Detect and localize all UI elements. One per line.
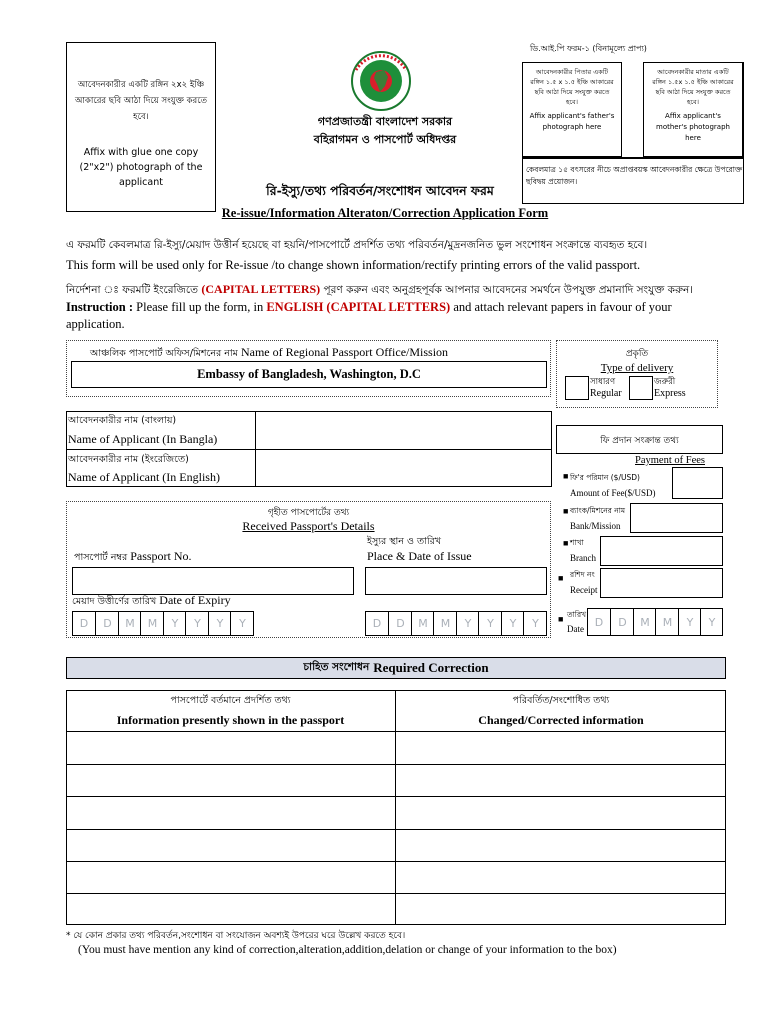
express-label-bn: জরুরী <box>654 377 676 387</box>
correction-new-field[interactable] <box>396 862 725 893</box>
correction-new-field[interactable] <box>396 732 725 764</box>
correction-header-en: Required Correction <box>373 660 489 675</box>
correction-current-field[interactable] <box>67 894 395 924</box>
father-photo-bn: আবেদনকারীর পিতার একটি রঙ্গিন ১.৫ x ১.৫ ইঞ্চি আকারের ছবি আঠা দিয়ে সংযুক্ত করতে হবে। <box>530 68 614 106</box>
govt-emblem <box>346 50 416 112</box>
issue-digit: D <box>372 617 382 630</box>
fees-header-bn: ফি প্রদান সংক্রান্ত তথ্য <box>600 436 679 446</box>
expiry-label-en: Date of Expiry <box>159 593 231 607</box>
regular-label-en: Regular <box>590 388 622 399</box>
express-label <box>654 376 686 400</box>
instruction-bn-post: পূরণ করুন এবং অনুগ্রহপূর্বক আপনার আবেদনের সমর্থনে উপযুক্ত প্রমানাদি সংযুক্ত করুন। <box>320 284 694 296</box>
instruction-caps: (CAPITAL LETTERS) <box>201 282 321 296</box>
express-label-en: Express <box>654 388 686 399</box>
instruction-en <box>66 300 756 315</box>
form-code: ডি.আই.পি ফরম-১ (বিনামূল্যে প্রাপ্য) <box>530 44 647 53</box>
expiry-date-field[interactable] <box>72 611 254 636</box>
passport-no-label-bn: পাসপোর্ট নম্বর <box>74 552 128 563</box>
correction-current-field[interactable] <box>67 830 395 861</box>
pay-date-digit: Y <box>700 609 723 635</box>
fee-amount-label-bn: ফি'র পরিমান ($/USD) <box>570 473 640 482</box>
delivery-label-bn: প্রকৃতি <box>625 349 649 359</box>
regular-label-bn: সাধারণ <box>590 377 616 387</box>
expiry-label <box>72 593 231 610</box>
bank-field[interactable] <box>630 503 723 533</box>
name-english-field[interactable] <box>257 450 551 486</box>
pay-date-field[interactable] <box>587 608 723 636</box>
pay-date-digit: D <box>610 609 634 635</box>
instruction-bn-pre: নির্দেশনা ঃ ফরমটি ইংরেজিতে <box>66 284 202 296</box>
correction-current-field[interactable] <box>67 765 395 796</box>
instruction-label: Instruction : <box>66 300 134 314</box>
mother-photo-en: Affix applicant's mother's photograph here <box>656 112 730 142</box>
expiry-digit: Y <box>208 612 231 635</box>
issue-digit: M <box>433 612 457 635</box>
expiry-digit: M <box>140 612 164 635</box>
minor-note: কেবলমাত্র ১৫ বৎসরের নীচে অপ্রাপ্তবয়স্ক আবেদনকারীর ক্ষেত্রে উপরোক্ত ছবিদ্বয় প্রয়োজন। <box>526 165 743 186</box>
pay-date-digit: D <box>594 615 604 629</box>
name-bangla-label-en: Name of Applicant (In Bangla) <box>68 432 218 446</box>
correction-new-field[interactable] <box>396 894 725 924</box>
expiry-digit: M <box>118 612 141 635</box>
issue-digit: Y <box>501 612 524 635</box>
dept-name: বহিরাগমন ও পাসপোর্ট অধিদপ্তর <box>313 133 457 146</box>
footnote-en: (You must have mention any kind of correction,alteration,addition,delation or change of your information to the box) <box>78 944 617 956</box>
father-photo-en: Affix applicant's father's photograph here <box>529 112 615 131</box>
issue-digit: M <box>411 612 434 635</box>
passport-no-label <box>74 549 192 566</box>
bank-label-bn: ব্যাংক/মিশনের নাম <box>570 506 626 515</box>
applicant-photo-box <box>66 42 216 212</box>
receipt-label-bn: রশিদ নং <box>570 570 595 579</box>
name-bangla-field[interactable] <box>257 412 551 448</box>
instruction-en-post: and attach relevant papers in favour of your <box>450 300 672 314</box>
mother-photo-box <box>643 62 743 157</box>
father-photo-box <box>522 62 622 157</box>
instruction-en-red: ENGLISH (CAPITAL LETTERS) <box>266 300 451 314</box>
passport-header-bn: গৃহীত পাসপোর্টের তথ্য <box>267 508 350 518</box>
office-label-en: Name of Regional Passport Office/Mission <box>240 345 449 359</box>
issue-label-en: Place & Date of Issue <box>367 549 472 563</box>
title-bn: রি-ইস্যু/তথ্য পরিবর্তন/সংশোধন আবেদন ফরম <box>266 183 494 198</box>
issue-date-field[interactable] <box>365 611 547 636</box>
receipt-field[interactable] <box>600 568 723 598</box>
expiry-label-bn: মেয়াদ উত্তীর্ণের তারিখ <box>72 596 157 607</box>
regular-checkbox[interactable] <box>565 376 589 400</box>
issue-digit: Y <box>523 612 547 635</box>
bank-label-en: Bank/Mission <box>570 521 621 531</box>
office-field[interactable]: Embassy of Bangladesh, Washington, D.C <box>71 361 547 388</box>
pay-date-label-bn: তারিখ <box>567 610 586 619</box>
receipt-label-en: Receipt <box>570 585 598 595</box>
issue-digit: Y <box>478 612 502 635</box>
regular-label <box>590 376 622 400</box>
fee-amount-label-en: Amount of Fee($/USD) <box>570 488 656 498</box>
issue-label-bn: ইস্যুর স্থান ও তারিখ <box>367 536 442 547</box>
correction-current-field[interactable] <box>67 862 395 893</box>
pay-date-digit: M <box>655 609 679 635</box>
correction-new-field[interactable] <box>396 830 725 861</box>
intro-bn: এ ফরমটি কেবলমাত্র রি-ইস্যু/মেয়াদ উত্তীর্ন হয়েছে বা হয়নি/পাসপোর্টে প্রদর্শিত তথ্য পরিবর্তন/মুদ্রনজনিত ভুল সংশোধন সংক্রান্তে ব্যবহৃত হবে। <box>66 239 648 251</box>
correction-header <box>66 657 726 679</box>
correction-left-bn: পাসপোর্টে বর্তমানে প্রদর্শিত তথ্য <box>170 695 291 706</box>
name-bangla-label-bn: আবেদনকারীর নাম (বাংলায়) <box>68 415 177 426</box>
issue-digit: Y <box>456 612 479 635</box>
applicant-photo-en: Affix with glue one copy (2"x2") photograph of the applicant <box>79 147 203 188</box>
instruction-en-line2: application. <box>66 317 125 331</box>
name-english-label-en: Name of Applicant (In English) <box>68 470 220 484</box>
intro-en: This form will be used only for Re-issue /to change shown information/rectify printing errors of the valid passport. <box>66 258 641 272</box>
correction-new-field[interactable] <box>396 797 725 829</box>
applicant-photo-bn: আবেদনকারীর একটি রঙ্গিন ২x২ ইঞ্চি আকারের ছবি আঠা দিয়ে সংযুক্ত করতে হবে। <box>75 80 208 122</box>
delivery-label-en: Type of delivery <box>600 362 674 374</box>
expiry-digit: D <box>79 617 89 630</box>
govt-name: গণপ্রজাতন্ত্রী বাংলাদেশ সরকার <box>317 115 453 128</box>
mother-photo-bn: আবেদনকারীর মাতার একটি রঙ্গিন ১.৫x ১.৫ ইঞ্চি আকারের ছবি আঠা দিয়ে সংযুক্ত করতে হবে। <box>652 68 734 106</box>
express-checkbox[interactable] <box>629 376 653 400</box>
branch-field[interactable] <box>600 536 723 566</box>
issue-place-field[interactable] <box>365 567 547 595</box>
correction-right-bn: পরিবর্তিত/সংশোধিত তথ্য <box>512 695 610 706</box>
branch-label-bn: শাখা <box>570 538 584 547</box>
expiry-digit: Y <box>185 612 209 635</box>
correction-header-bn: চাহিত সংশোধন <box>303 660 370 673</box>
branch-label-en: Branch <box>570 553 596 563</box>
correction-current-field[interactable] <box>67 797 395 829</box>
fee-amount-field[interactable] <box>672 467 723 499</box>
footnote-bn: * যে কোন প্রকার তথ্য পরিবর্তন,সংশোধন বা সংযোজন অবশ্যই উপরের ঘরে উল্লেখ করতে হবে। <box>66 931 406 941</box>
pay-date-digit: Y <box>678 609 701 635</box>
expiry-digit: Y <box>163 612 186 635</box>
office-label-bn: আঞ্চলিক পাসপোর্ট অফিস/মিশনের নাম <box>90 348 238 359</box>
expiry-digit: Y <box>230 612 254 635</box>
passport-no-field[interactable] <box>72 567 354 595</box>
name-english-label-bn: আবেদনকারীর নাম (ইংরেজিতে) <box>68 454 189 465</box>
office-label <box>90 345 448 362</box>
pay-date-label-en: Date <box>567 624 584 634</box>
title-en: Re-issue/Information Alteraton/Correction Application Form <box>221 206 549 220</box>
issue-digit: D <box>388 612 412 635</box>
pay-date-digit: M <box>633 609 656 635</box>
passport-header-en: Received Passport's Details <box>242 519 375 533</box>
passport-no-label-en: Passport No. <box>130 549 192 563</box>
correction-right-en: Changed/Corrected information <box>478 713 644 727</box>
govt-emblem-icon <box>346 50 416 112</box>
correction-current-field[interactable] <box>67 732 395 764</box>
expiry-digit: D <box>95 612 119 635</box>
instruction-bn <box>66 282 756 300</box>
fees-header-en: Payment of Fees <box>635 455 705 466</box>
correction-new-field[interactable] <box>396 765 725 796</box>
correction-left-en: Information presently shown in the passport <box>116 713 345 727</box>
instruction-en-pre: Please fill up the form, in <box>133 300 267 314</box>
